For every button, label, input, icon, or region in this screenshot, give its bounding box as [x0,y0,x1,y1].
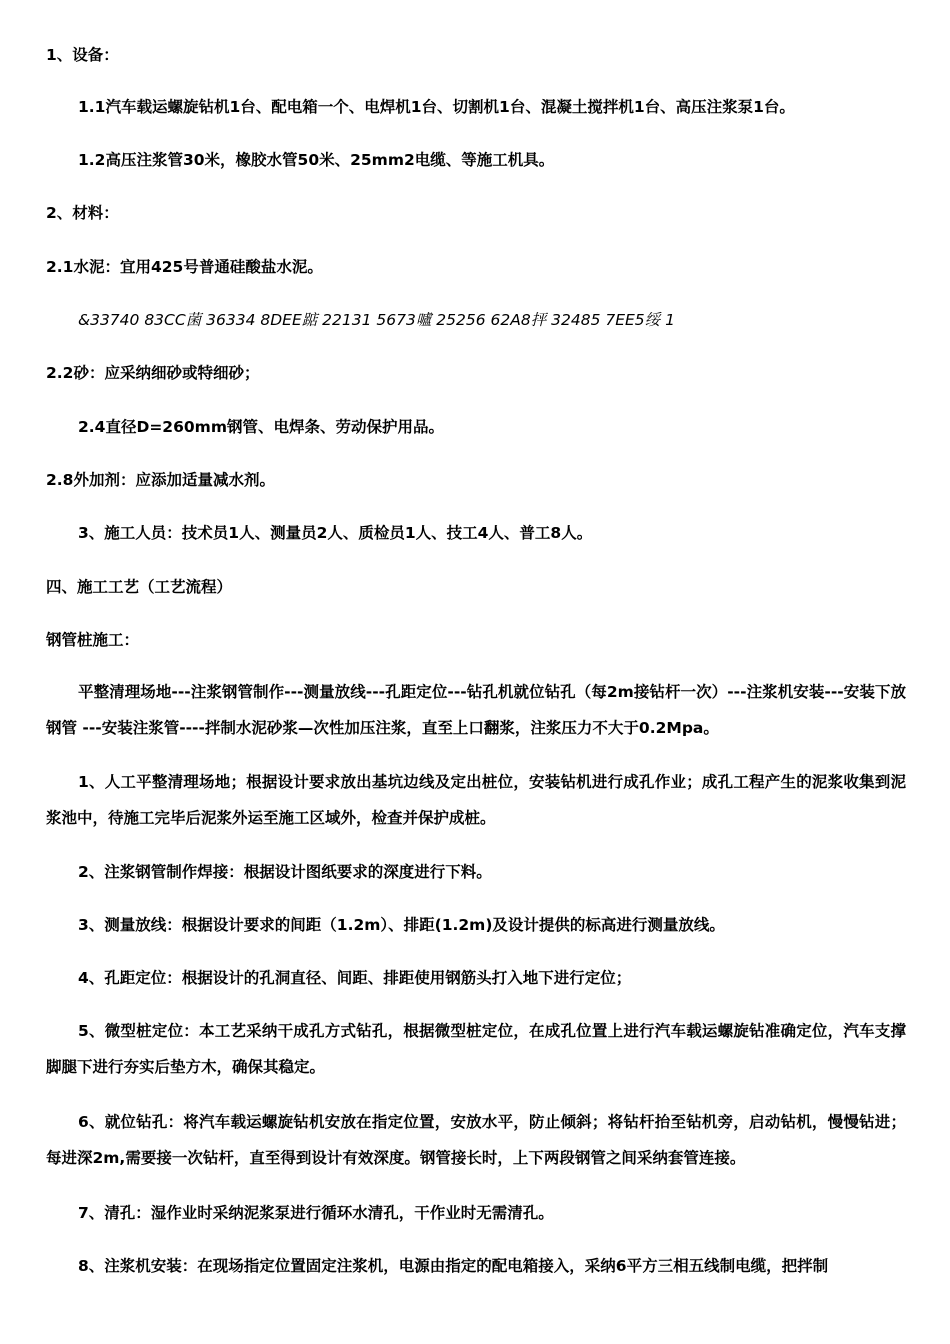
paragraph-1-2: 1.2高压注浆管30米，橡胶水管50米、25mm2电缆、等施工机具。 [78,151,555,169]
paragraph-2-8: 2.8外加剂：应添加适量减水剂。 [46,471,275,489]
step-3: 3、测量放线：根据设计要求的间距（1.2m）、排距(1.2m)及设计提供的标高进行测量放线。 [78,916,725,934]
step-8: 8、注浆机安装：在现场指定位置固定注浆机，电源由指定的配电箱接入，采纳6平方三相五线制电缆，把拌制 [78,1257,829,1275]
step-4: 4、孔距定位：根据设计的孔洞直径、间距、排距使用钢筋头打入地下进行定位； [78,969,632,987]
step-7: 7、清孔：湿作业时采纳泥浆泵进行循环水清孔，干作业时无需清孔。 [78,1204,554,1222]
step-1: 1、人工平整清理场地；根据设计要求放出基坑边线及定出桩位，安装钻机进行成孔作业；成孔工程产生的泥浆收集到泥浆池中，待施工完毕后泥浆外运至施工区域外，检查并保护成桩。 [46,773,906,827]
paragraph-2-4: 2.4直径D=260mm钢管、电焊条、劳动保护用品。 [78,418,444,436]
garbled-code-line: &33740 83CC菌 36334 8DEE踮 22131 5673嚧 25256 62A8抨 32485 7EE5绥 1 [78,311,675,329]
paragraph-2-1: 2.1水泥：宜用425号普通硅酸盐水泥。 [46,258,323,276]
step-5: 5、微型桩定位：本工艺采纳干成孔方式钻孔，根据微型桩定位，在成孔位置上进行汽车载运螺旋钻准确定位，汽车支撑脚腿下进行夯实后垫方木，确保其稳定。 [46,1022,906,1076]
subheading-steel-pile: 钢管桩施工： [46,631,140,649]
section-heading-process: 四、施工工艺（工艺流程） [46,578,233,596]
paragraph-2-2: 2.2砂：应采纳细砂或特细砂； [46,364,260,382]
step-2: 2、注浆钢管制作焊接：根据设计图纸要求的深度进行下料。 [78,863,492,881]
step-6: 6、就位钻孔：将汽车载运螺旋钻机安放在指定位置，安放水平，防止倾斜；将钻杆抬至钻机旁，启动钻机，慢慢钻进；每进深2m,需要接一次钻杆，直至得到设计有效深度。钢管接长时，上下两段钢管之间采纳套管连接。 [46,1113,906,1167]
paragraph-1-1: 1.1汽车载运螺旋钻机1台、配电箱一个、电焊机1台、切割机1台、混凝土搅拌机1台、高压注浆泵1台。 [78,98,795,116]
paragraph-personnel: 3、施工人员：技术员1人、测量员2人、质检员1人、技工4人、普工8人。 [78,524,593,542]
paragraph-process-flow: 平整清理场地---注浆钢管制作---测量放线---孔距定位---钻孔机就位钻孔（每2m接钻杆一次）---注浆机安装---安装下放钢管 ---安装注浆管----拌制水泥砂浆—次性加压注浆，直至上口翻浆，注浆压力不大于0.2Mpa。 [46,683,906,737]
section-heading-equipment: 1、设备： [46,46,119,64]
section-heading-materials: 2、材料： [46,204,119,222]
